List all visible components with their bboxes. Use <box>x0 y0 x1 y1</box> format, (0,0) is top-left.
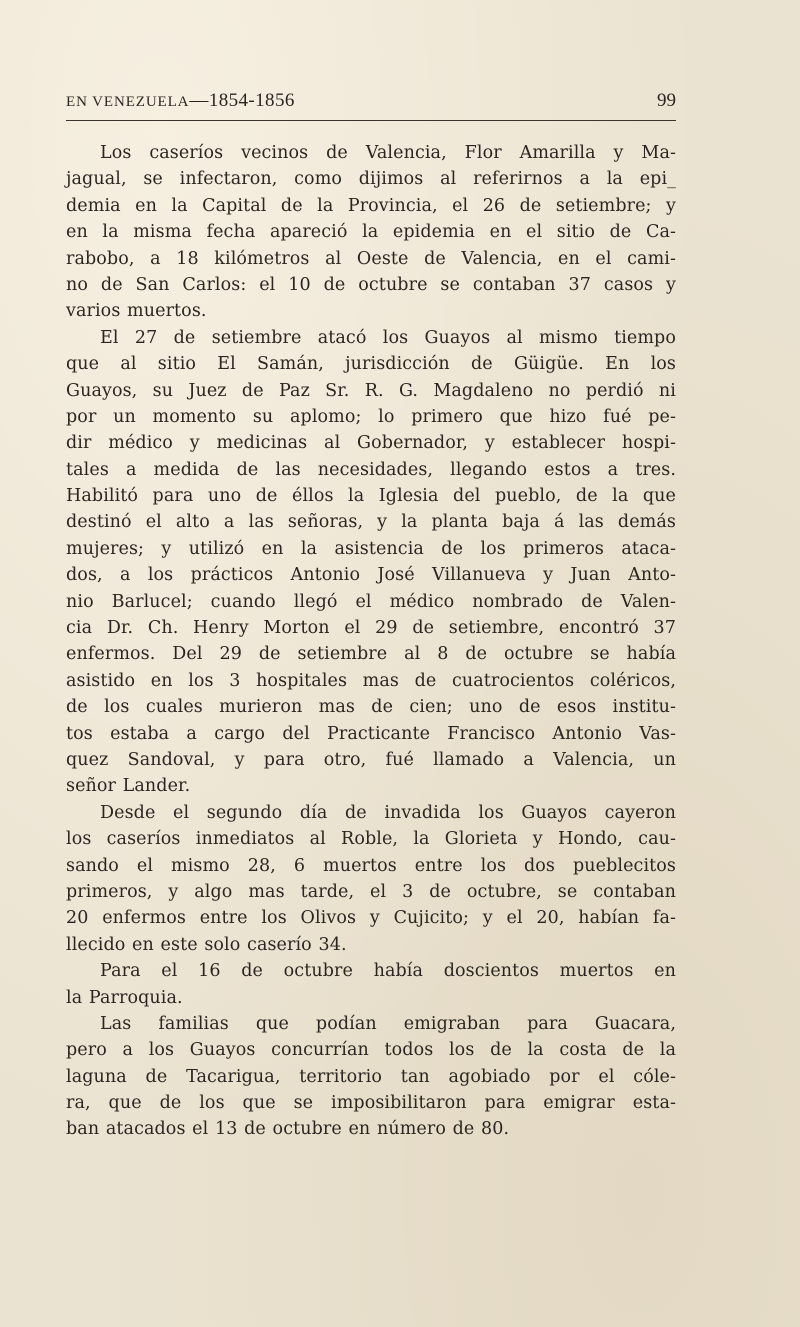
paragraph <box>66 800 676 958</box>
text-line: tales a medida de las necesidades, llegando estos a tres. <box>66 459 676 480</box>
text-line: los caseríos inmediatos al Roble, la Glorieta y Hondo, cau- <box>66 829 676 850</box>
text-line: que al sitio El Samán, jurisdicción de Güigüe. En los <box>66 354 676 375</box>
running-title-prefix: EN VENEZUELA <box>66 94 190 110</box>
text-line: llecido en este solo caserío 34. <box>66 934 347 955</box>
text-line: demia en la Capital de la Provincia, el 26 de setiembre; y <box>66 195 676 216</box>
running-title-dash: — <box>189 90 209 111</box>
text-line: la Parroquia. <box>66 987 183 1008</box>
text-line: por un momento su aplomo; lo primero que hizo fué pe- <box>66 406 676 427</box>
text-line: dir médico y medicinas al Gobernador, y establecer hospi- <box>66 433 676 454</box>
running-title <box>66 90 295 112</box>
text-line: laguna de Tacarigua, territorio tan agobiado por el cóle- <box>66 1066 676 1087</box>
text-line: de los cuales murieron mas de cien; uno de esos institu- <box>66 697 676 718</box>
text-line: sando el mismo 28, 6 muertos entre los dos pueblecitos <box>66 855 676 876</box>
text-line: tos estaba a cargo del Practicante Francisco Antonio Vas- <box>66 723 676 744</box>
running-title-years: 1854-1856 <box>208 90 295 111</box>
text-line: señor Lander. <box>66 776 191 797</box>
text-line: Guayos, su Juez de Paz Sr. R. G. Magdaleno no perdió ni <box>66 380 676 401</box>
page-number: 99 <box>657 90 676 111</box>
text-line: no de San Carlos: el 10 de octubre se contaban 37 casos y <box>66 274 676 295</box>
text-line: mujeres; y utilizó en la asistencia de los primeros ataca- <box>66 538 676 559</box>
text-line: Las familias que podían emigraban para Guacara, <box>100 1013 676 1034</box>
text-line: cia Dr. Ch. Henry Morton el 29 de setiembre, encontró 37 <box>66 618 676 639</box>
text-line: en la misma fecha apareció la epidemia en el sitio de Ca- <box>66 222 676 243</box>
text-line: varios muertos. <box>66 301 207 322</box>
text-line: primeros, y algo mas tarde, el 3 de octubre, se contaban <box>66 881 676 902</box>
text-line: Los caseríos vecinos de Valencia, Flor Amarilla y Ma- <box>100 143 676 163</box>
text-line: pero a los Guayos concurrían todos los de la costa de la <box>66 1040 676 1061</box>
text-line: ra, que de los que se imposibilitaron para emigrar esta- <box>66 1093 676 1114</box>
text-line: destinó el alto a las señoras, y la planta baja á las demás <box>66 512 676 533</box>
text-line: dos, a los prácticos Antonio José Villanueva y Juan Anto- <box>66 565 676 586</box>
text-line: rabobo, a 18 kilómetros al Oeste de Valencia, en el cami- <box>66 248 676 269</box>
body-text <box>66 140 676 1143</box>
paragraph <box>66 958 676 1011</box>
text-line: Para el 16 de octubre había doscientos muertos en <box>100 961 676 982</box>
text-line: quez Sandoval, y para otro, fué llamado a Valencia, un <box>66 749 676 770</box>
text-line: enfermos. Del 29 de setiembre al 8 de octubre se había <box>66 644 676 665</box>
text-line: 20 enfermos entre los Olivos y Cujicito; y el 20, habían fa- <box>66 908 676 929</box>
paragraph <box>66 325 676 800</box>
header-rule <box>66 120 676 121</box>
paragraph <box>66 1011 676 1143</box>
paragraph <box>66 140 676 325</box>
text-line: ban atacados el 13 de octubre en número de 80. <box>66 1119 510 1140</box>
text-line: nio Barlucel; cuando llegó el médico nombrado de Valen- <box>66 591 676 612</box>
running-head <box>66 88 676 118</box>
text-line: Habilitó para uno de éllos la Iglesia del pueblo, de la que <box>66 486 676 507</box>
text-line: El 27 de setiembre atacó los Guayos al mismo tiempo <box>100 327 676 348</box>
text-line: Desde el segundo día de invadida los Guayos cayeron <box>100 802 676 823</box>
text-line: jagual, se infectaron, como dijimos al referirnos a la epi_ <box>66 169 676 190</box>
text-line: asistido en los 3 hospitales mas de cuatrocientos coléricos, <box>66 670 676 691</box>
